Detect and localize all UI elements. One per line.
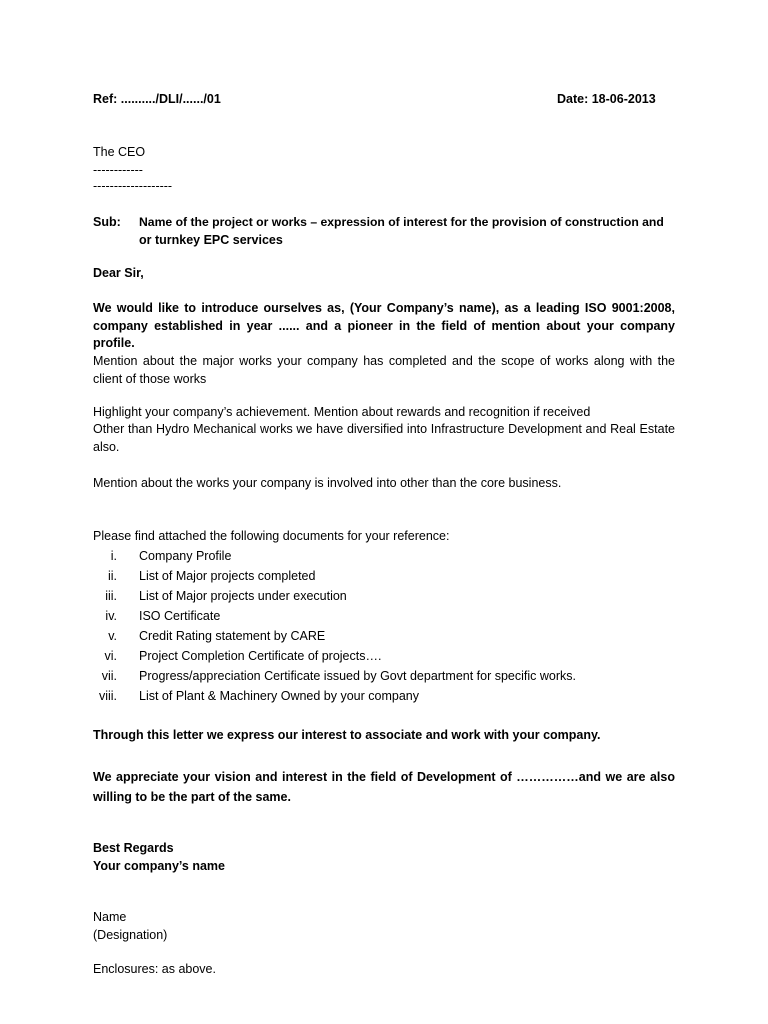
- subject-line-1: Name of the project or works – expression of interest for the provision of construction and: [139, 215, 664, 229]
- list-item: [85, 566, 316, 586]
- subject-line-2: or turnkey EPC services: [139, 233, 283, 247]
- list-item-text: Company Profile: [139, 549, 232, 563]
- reference-number: Ref: ........../DLI/....../01: [93, 92, 221, 106]
- recipient-address-line-1: ------------: [93, 163, 143, 177]
- list-item: [85, 666, 576, 686]
- signatory-designation: (Designation): [93, 928, 168, 942]
- list-item-text: ISO Certificate: [139, 609, 221, 623]
- interest-paragraph: Through this letter we express our interest to associate and work with your company.: [93, 728, 601, 742]
- list-item: [85, 686, 419, 706]
- list-item-number: iv.: [105, 609, 117, 623]
- list-item-number: viii.: [98, 689, 117, 703]
- list-item-text: List of Major projects completed: [139, 569, 316, 583]
- closing-company-name: Your company’s name: [93, 859, 225, 873]
- list-item-number: v.: [108, 629, 117, 643]
- list-item-number: ii.: [107, 569, 117, 583]
- list-item: [85, 546, 232, 566]
- list-item: [85, 586, 347, 606]
- list-item-text: Credit Rating statement by CARE: [139, 629, 326, 643]
- recipient-address-line-2: -------------------: [93, 179, 173, 193]
- major-works-paragraph: Mention about the major works your company has completed and the scope of works along with the client of those works: [93, 354, 675, 386]
- attachments-intro: Please find attached the following documents for your reference:: [93, 529, 450, 543]
- list-item-text: List of Plant & Machinery Owned by your company: [139, 689, 419, 703]
- appreciation-paragraph: We appreciate your vision and interest in the field of Development of ……………and we are also willing to be the part of the same.: [93, 770, 675, 804]
- letter-date: Date: 18-06-2013: [557, 92, 656, 106]
- list-item: [85, 626, 326, 646]
- list-item: [85, 646, 382, 666]
- closing-regards: Best Regards: [93, 841, 174, 855]
- list-item-number: i.: [110, 549, 117, 563]
- achievement-paragraph: Highlight your company’s achievement. Mention about rewards and recognition if received: [93, 405, 591, 419]
- other-works-paragraph: Mention about the works your company is involved into other than the core business.: [93, 476, 562, 490]
- salutation: Dear Sir,: [93, 266, 144, 280]
- enclosures-note: Enclosures: as above.: [93, 962, 216, 976]
- list-item-number: iii.: [105, 589, 117, 603]
- list-item-number: vii.: [101, 669, 117, 683]
- subject-label: Sub:: [93, 215, 121, 229]
- diversification-paragraph: Other than Hydro Mechanical works we have diversified into Infrastructure Development and Real Estate also.: [93, 422, 675, 454]
- attached-documents-list: [85, 546, 576, 706]
- list-item-text: Progress/appreciation Certificate issued by Govt department for specific works.: [139, 669, 576, 683]
- list-item-text: Project Completion Certificate of projects….: [139, 649, 382, 663]
- intro-paragraph: We would like to introduce ourselves as, (Your Company’s name), as a leading ISO 9001:2008, company established in year ...... and a pioneer in the field of mention about your company profile.: [93, 301, 675, 350]
- signatory-name: Name: [93, 910, 127, 924]
- list-item: [85, 606, 221, 626]
- list-item-text: List of Major projects under execution: [139, 589, 347, 603]
- recipient-title: The CEO: [93, 145, 146, 159]
- list-item-number: vi.: [104, 649, 117, 663]
